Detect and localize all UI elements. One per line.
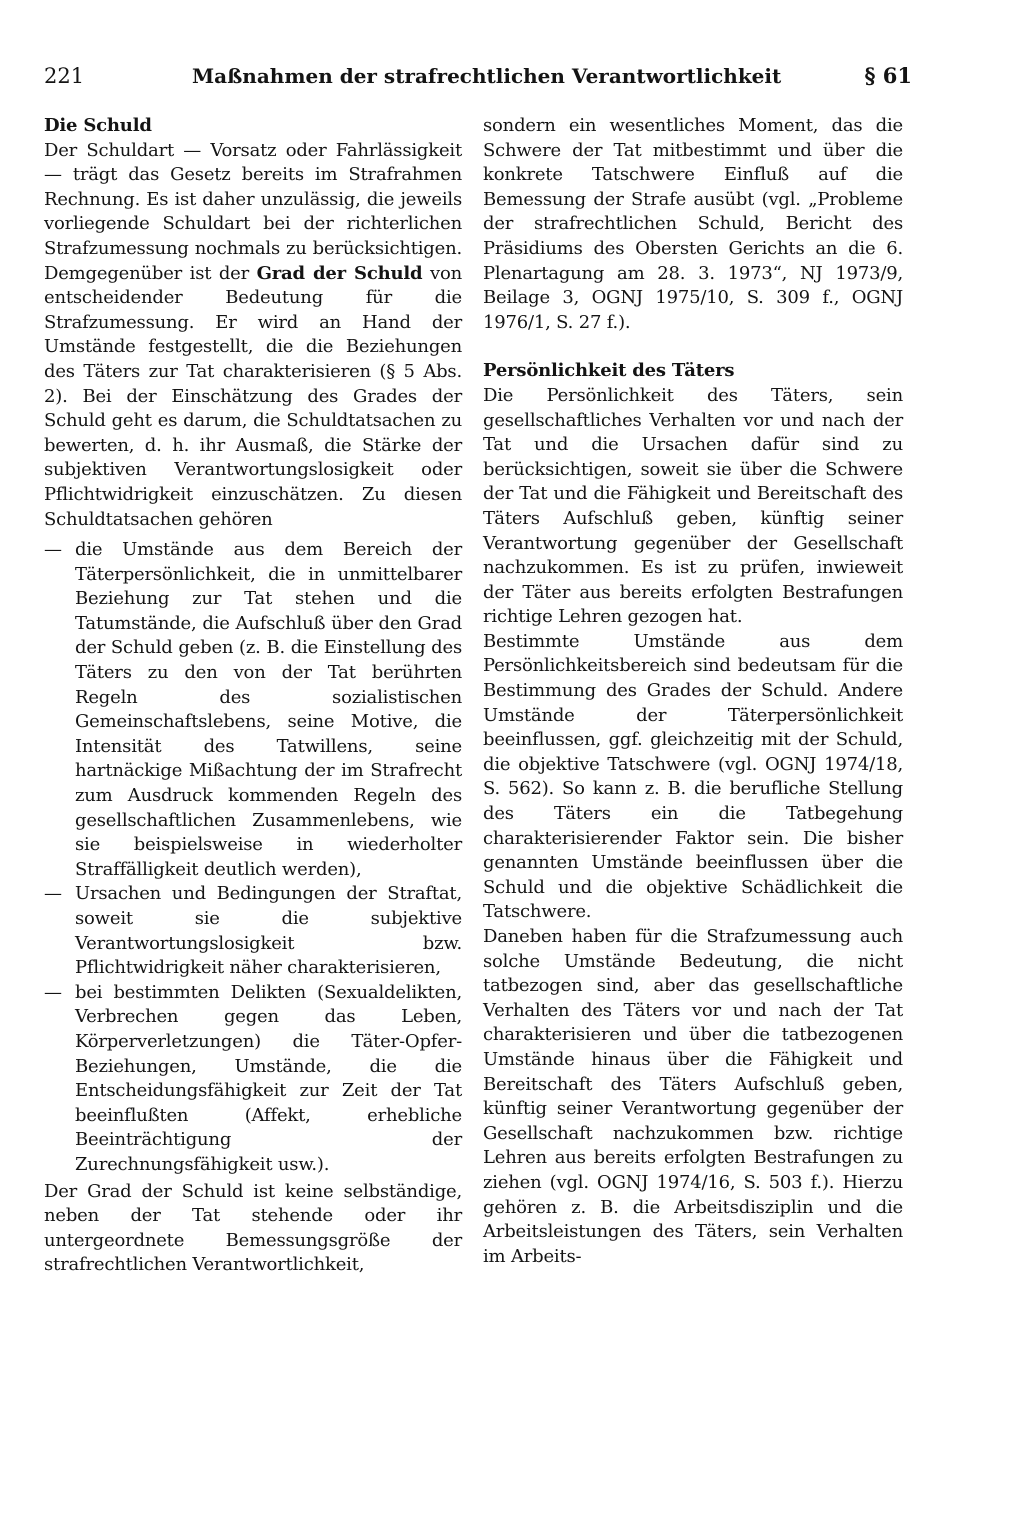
running-title: Maßnahmen der strafrechtlichen Verantwortlichkeit [192, 64, 782, 88]
schuldtatsachen-list [44, 538, 462, 1177]
paragraph-continuation: sondern ein wesentliches Moment, das die Schwere der Tat mitbestimmt und über die konkrete Tatschwere Einfluß auf die Bemessung der Strafe ausübt (vgl. „Probleme der strafrechtlichen Schuld, Bericht des Präsidiums des Obersten Gerichts an die 6. Plenartagung am 28. 3. 1973“, NJ 1973/9, Beilage 3, OGNJ 1975/10, S. 309 f., OGNJ 1976/1, S. 27 f.). [483, 115, 903, 333]
right-column [483, 114, 903, 1269]
page-header [44, 58, 912, 98]
page-number: 221 [44, 64, 85, 88]
paragraph-text: Der Schuldart — Vorsatz oder Fahrlässigkeit — trägt das Gesetz bereits im Strafrahmen Rechnung. Es ist daher unzulässig, die jeweils vorliegende Schuldart bei der richterlichen Strafzumessung nochmals zu berücksichtigen. Demgegenüber ist der [44, 139, 462, 284]
paragraph-persoenlichkeit: Die Persönlichkeit des Täters, sein gesellschaftliches Verhalten vor und nach der Tat und die Ursachen dafür sind zu berücksichtigen, soweit sie über die Schwere der Tat und die Fähigkeit und Bereitschaft des Täters Aufschluß geben, künftig seiner Verantwortung gegenüber der Gesellschaft nachzukommen. Es ist zu prüfen, inwieweit der Täter aus bereits erfolgten Bestrafungen richtige Lehren gezogen hat. [483, 384, 903, 628]
section-number: § 61 [864, 63, 912, 88]
list-item [44, 981, 462, 1178]
dash-bullet: — [44, 981, 62, 1003]
dash-bullet: — [44, 883, 62, 905]
list-item-text: die Umstände aus dem Bereich der Täterpersönlichkeit, die in unmittelbarer Beziehung zur Tat stehen und die Tatumstände, die Aufschluß über den Grad der Schuld geben (z. B. die Einstellung des Täters zu den von der Tat berührten Regeln des sozialistischen Gemeinschaftslebens, seine Motive, die Intensität des Tatwillens, seine hartnäckige Mißachtung der im Strafrecht zum Ausdruck kommenden Regeln des gesellschaftlichen Zusammenlebens, wie sie beispielsweise in wiederholter Straffälligkeit deutlich werden), [75, 539, 462, 880]
heading-die-schuld: Die Schuld [44, 115, 152, 136]
paragraph-daneben: Daneben haben für die Strafzumessung auch solche Umstände Bedeutung, die nicht tatbezogen sind, aber das gesellschaftliche Verhalten des Täters vor und nach der Tat charakterisieren und über die tatbezogenen Umstände hinaus über die Fähigkeit und Bereitschaft des Täters Aufschluß geben, künftig seiner Verantwortung gegenüber der Gesellschaft nachzukommen bzw. richtige Lehren aus bereits erfolgten Bestrafungen zu ziehen (vgl. OGNJ 1974/16, S. 503 f.). Hierzu gehören z. B. die Arbeitsdisziplin und die Arbeitsleistungen des Täters, sein Verhalten im Arbeits- [483, 926, 903, 1267]
list-item [44, 538, 462, 882]
paragraph-text: von entscheidender Bedeutung für die Strafzumessung. Er wird an Hand der Umstände festgestellt, die die Beziehungen des Täters zur Tat charakterisieren (§ 5 Abs. 2). Bei der Einschätzung des Grades der Schuld geht es darum, die Schuldtatsachen zu bewerten, d. h. ihr Ausmaß, die Stärke der subjektiven Verantwortungslosigkeit oder Pflichtwidrigkeit einzuschätzen. Zu diesen Schuldtatsachen gehören [44, 262, 462, 530]
list-item-text: Ursachen und Bedingungen der Straftat, soweit sie die subjektive Verantwortungslosigkeit bzw. Pflichtwidrigkeit näher charakterisieren, [75, 883, 462, 979]
list-item [44, 882, 462, 980]
heading-persoenlichkeit: Persönlichkeit des Täters [483, 360, 735, 382]
left-column [44, 114, 462, 1278]
paragraph-grad-der-schuld: Der Grad der Schuld ist keine selbständige, neben der Tat stehende oder ihr untergeordnete Bemessungsgröße der strafrechtlichen Verantwortlichkeit, [44, 1180, 462, 1276]
paragraph-schuldart [44, 139, 462, 533]
list-item-text: bei bestimmten Delikten (Sexualdelikten, Verbrechen gegen das Leben, Körperverletzungen) die Täter-Opfer-Beziehungen, Umstände, die die Entscheidungsfähigkeit zur Zeit der Tat beeinflußten (Affekt, erhebliche Beeinträchtigung der Zurechnungsfähigkeit usw.). [75, 981, 462, 1175]
dash-bullet: — [44, 539, 62, 561]
bold-term-grad-der-schuld: Grad der Schuld [256, 262, 423, 284]
paragraph-umstaende: Bestimmte Umstände aus dem Persönlichkeitsbereich sind bedeutsam für die Bestimmung des Grades der Schuld. Andere Umstände der Täterpersönlichkeit beeinflussen, ggf. gleichzeitig mit der Schuld, die objektive Tatschwere (vgl. OGNJ 1974/18, S. 562). So kann z. B. die berufliche Stellung des Täters ein die Tatbegehung charakterisierender Faktor sein. Die bisher genannten Umstände beeinflussen über die Schuld und die objektive Schädlichkeit die Tatschwere. [483, 630, 903, 923]
